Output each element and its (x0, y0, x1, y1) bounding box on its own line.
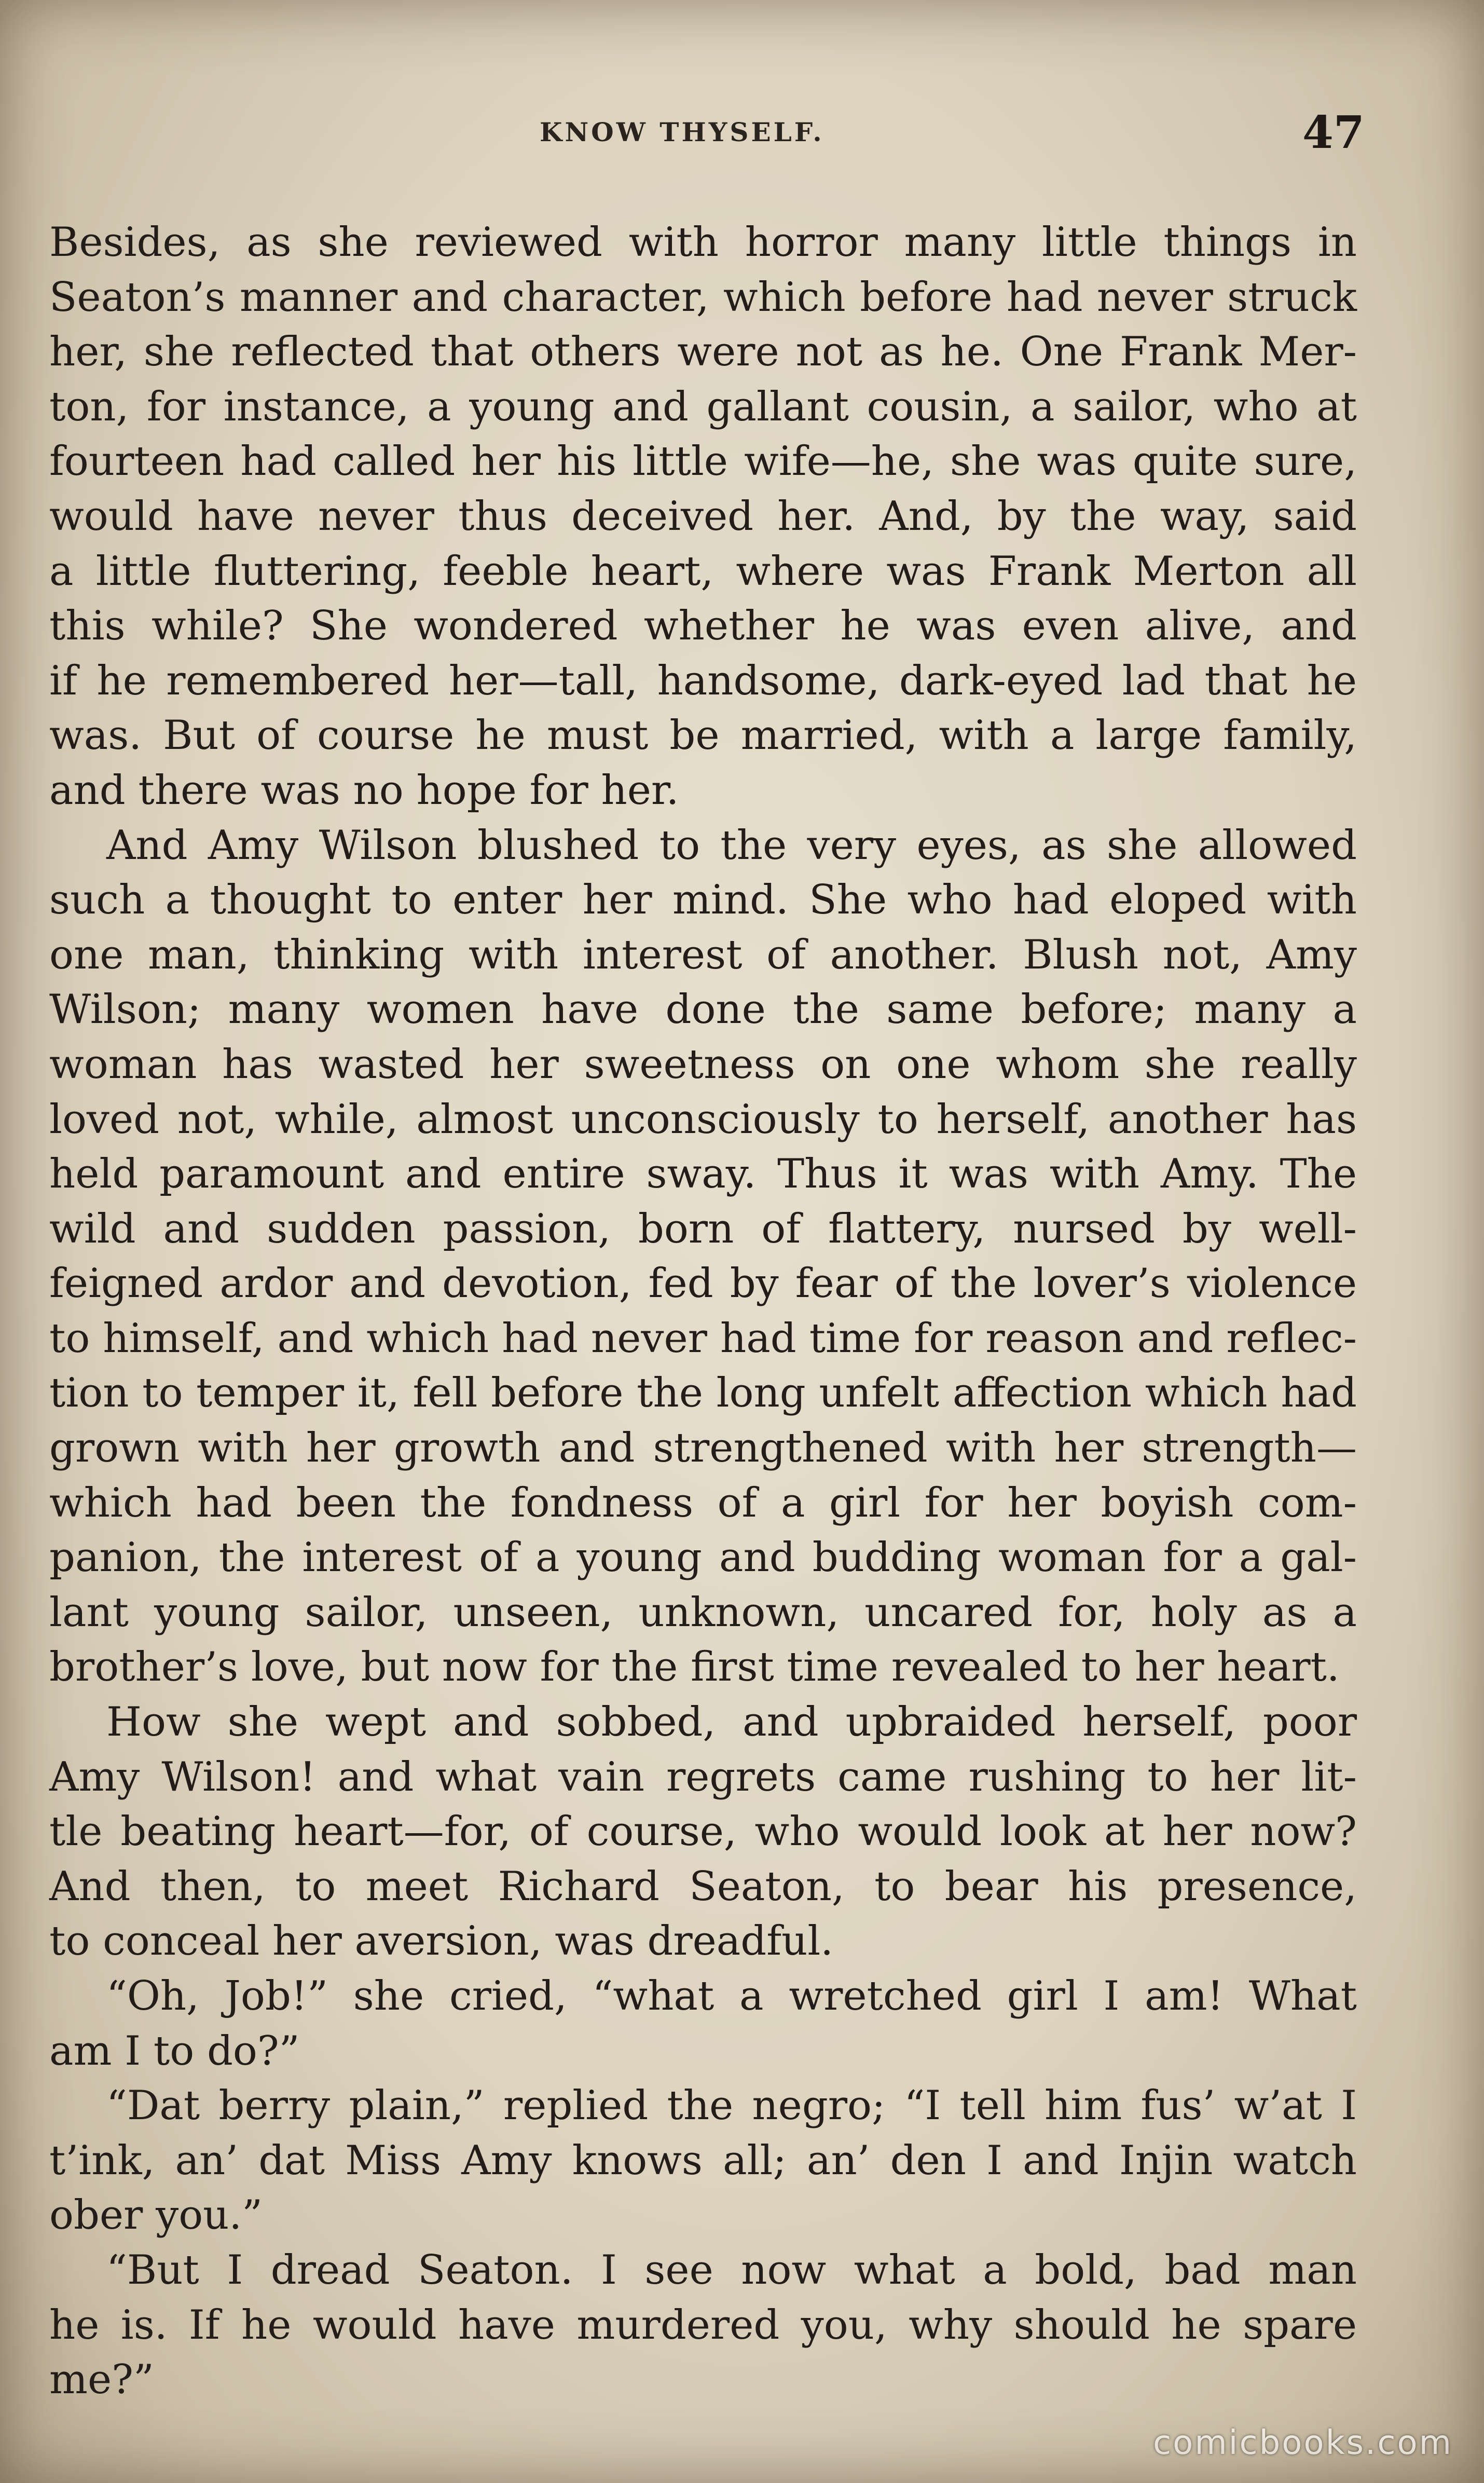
text-line: brother’s love, but now for the first time revealed to her heart. (49, 1644, 1340, 1691)
body-text (49, 215, 1357, 2408)
text-line: me?” (49, 2356, 154, 2404)
text-line: he is. If he would have murdered you, why should he spare (49, 2301, 1357, 2349)
text-line: lant young sailor, unseen, unknown, uncared for, holy as a (49, 1589, 1357, 1636)
text-line: was. But of course he must be married, with a large family, (49, 712, 1357, 759)
text-line: if he remembered her—tall, handsome, dark-eyed lad that he (49, 657, 1357, 704)
running-head: KNOW THYSELF. (540, 117, 825, 147)
text-line: t’ink, an’ dat Miss Amy knows all; an’ den I and Injin watch (49, 2137, 1357, 2184)
text-line: And Amy Wilson blushed to the very eyes, as she allowed (106, 822, 1357, 869)
text-line: “Oh, Job!” she cried, “what a wretched girl I am! What (106, 1973, 1357, 2020)
text-line: fourteen had called her his little wife—he, she was quite sure, (49, 438, 1357, 485)
watermark: comicbooks.com (1152, 2424, 1453, 2462)
text-line: one man, thinking with interest of another. Blush not, Amy (49, 931, 1357, 978)
text-line: Seaton’s manner and character, which before had never struck (49, 274, 1357, 321)
text-line: loved not, while, almost unconsciously to herself, another has (49, 1096, 1357, 1143)
text-line: to himself, and which had never had time for reason and reflec- (49, 1315, 1357, 1362)
text-line: grown with her growth and strengthened with her strength— (49, 1425, 1357, 1472)
text-line: and there was no hope for her. (49, 767, 679, 814)
text-line: Wilson; many women have done the same before; many a (49, 986, 1357, 1033)
text-line: tle beating heart—for, of course, who would look at her now? (49, 1808, 1357, 1856)
text-line: her, she reflected that others were not as he. One Frank Mer- (49, 329, 1357, 376)
text-line: ober you.” (49, 2192, 263, 2239)
text-line: feigned ardor and devotion, fed by fear of the lover’s violence (49, 1260, 1357, 1307)
page-header (0, 106, 1484, 158)
text-line: to conceal her aversion, was dreadful. (49, 1918, 834, 1965)
text-line: ton, for instance, a young and gallant cousin, a sailor, who at (49, 383, 1357, 430)
text-line: tion to temper it, fell before the long unfelt affection which had (49, 1370, 1357, 1417)
text-line: am I to do?” (49, 2027, 300, 2075)
text-line: this while? She wondered whether he was even alive, and (49, 603, 1357, 650)
text-line: “But I dread Seaton. I see now what a bold, bad man (106, 2246, 1357, 2294)
page-number: 47 (1302, 106, 1365, 159)
text-line: woman has wasted her sweetness on one whom she really (49, 1041, 1357, 1088)
text-line: Besides, as she reviewed with horror many little things in (49, 219, 1357, 266)
text-line: which had been the fondness of a girl for her boyish com- (49, 1479, 1357, 1526)
text-line: a little fluttering, feeble heart, where was Frank Merton all (49, 548, 1357, 595)
text-line: Amy Wilson! and what vain regrets came rushing to her lit- (49, 1753, 1357, 1800)
text-line: And then, to meet Richard Seaton, to bear his presence, (49, 1863, 1357, 1910)
text-line: would have never thus deceived her. And, by the way, said (49, 493, 1357, 540)
text-line: “Dat berry plain,” replied the negro; “I tell him fus’ w’at I (106, 2082, 1357, 2130)
text-line: wild and sudden passion, born of flattery, nursed by well- (49, 1205, 1357, 1252)
text-line: panion, the interest of a young and budding woman for a gal- (49, 1534, 1357, 1581)
text-line: How she wept and sobbed, and upbraided herself, poor (106, 1699, 1357, 1746)
text-line: such a thought to enter her mind. She who had eloped with (49, 877, 1357, 924)
text-line: held paramount and entire sway. Thus it was with Amy. The (49, 1151, 1357, 1198)
